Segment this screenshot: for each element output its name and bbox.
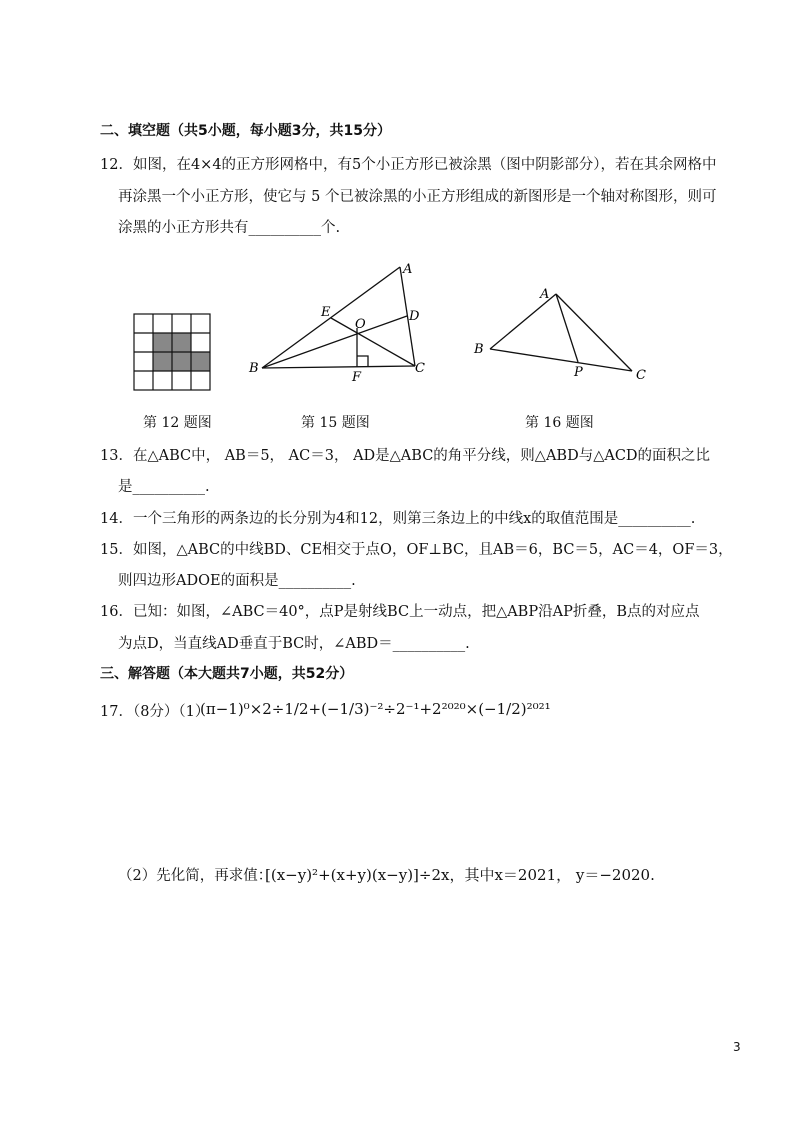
page-number: 3 [733, 1040, 741, 1054]
grid-shaded-cell [191, 352, 210, 371]
q12-line3: 涂黑的小正方形共有__________个. [118, 220, 341, 236]
grid-shaded-cell [153, 352, 172, 371]
q17-label: 17．（8分）（1） [100, 704, 210, 720]
grid-shaded-cell [172, 352, 191, 371]
fig16-label-p: P [574, 365, 583, 380]
fig15-triangle [245, 255, 435, 385]
fig12-caption: 第 12 题图 [143, 415, 212, 431]
fig15-caption: 第 15 题图 [301, 415, 370, 431]
fig16-label-c: C [636, 368, 646, 383]
q16-line2: 为点D，当直线AD垂直于BC时，∠ABD＝__________. [118, 636, 470, 652]
fig16-caption: 第 16 题图 [525, 415, 594, 431]
fig15-label-e: E [321, 305, 331, 320]
q17-part2-label: （2）先化简，再求值： [118, 868, 273, 884]
fig12-grid [133, 313, 215, 395]
q15-line2: 则四边形ADOE的面积是__________. [118, 573, 356, 589]
q16-line1: 16．已知：如图，∠ABC＝40°，点P是射线BC上一动点，把△ABP沿AP折叠，B点的对应点 [100, 604, 700, 620]
q17-expression-2: [(x−y)²+(x+y)(x−y)]÷2x，其中x＝2021， y＝−2020. [265, 866, 655, 884]
fig15-label-f: F [352, 370, 362, 385]
fig16-label-b: B [474, 342, 484, 357]
q12-line2: 再涂黑一个小正方形，使它与 5 个已被涂黑的小正方形组成的新图形是一个轴对称图形，则可 [118, 189, 717, 205]
fig16-triangle [470, 283, 655, 383]
fig15-label-b: B [249, 361, 259, 376]
section-title-solutions: 三、解答题（本大题共7小题，共52分） [100, 666, 354, 682]
q15-line1: 15．如图，△ABC的中线BD、CE相交于点O，OF⊥BC，且AB＝6，BC＝5，AC＝4，OF＝3， [100, 542, 733, 558]
q17-expression-1: (π−1)⁰×2÷1/2+(−1/3)⁻²÷2⁻¹+2²⁰²⁰×(−1/2)²⁰²¹ [200, 700, 551, 718]
fig15-label-c: C [415, 361, 425, 376]
q13-line1: 13．在△ABC中， AB＝5， AC＝3， AD是△ABC的角平分线，则△ABD与△ACD的面积之比 [100, 448, 711, 464]
fig16-label-a: A [540, 287, 550, 302]
grid-shaded-cell [172, 333, 191, 352]
fig15-label-a: A [403, 262, 413, 277]
grid-shaded-cell [153, 333, 172, 352]
section-title-fill-in: 二、填空题（共5小题，每小题3分，共15分） [100, 123, 391, 139]
fig15-label-o: O [355, 317, 366, 332]
q14-line1: 14．一个三角形的两条边的长分别为4和12，则第三条边上的中线x的取值范围是__________. [100, 511, 696, 527]
q12-line1: 12．如图，在4×4的正方形网格中，有5个小正方形已被涂黑（图中阴影部分），若在其余网格中 [100, 157, 717, 173]
q13-line2: 是__________. [118, 479, 210, 495]
fig15-label-d: D [409, 309, 420, 324]
